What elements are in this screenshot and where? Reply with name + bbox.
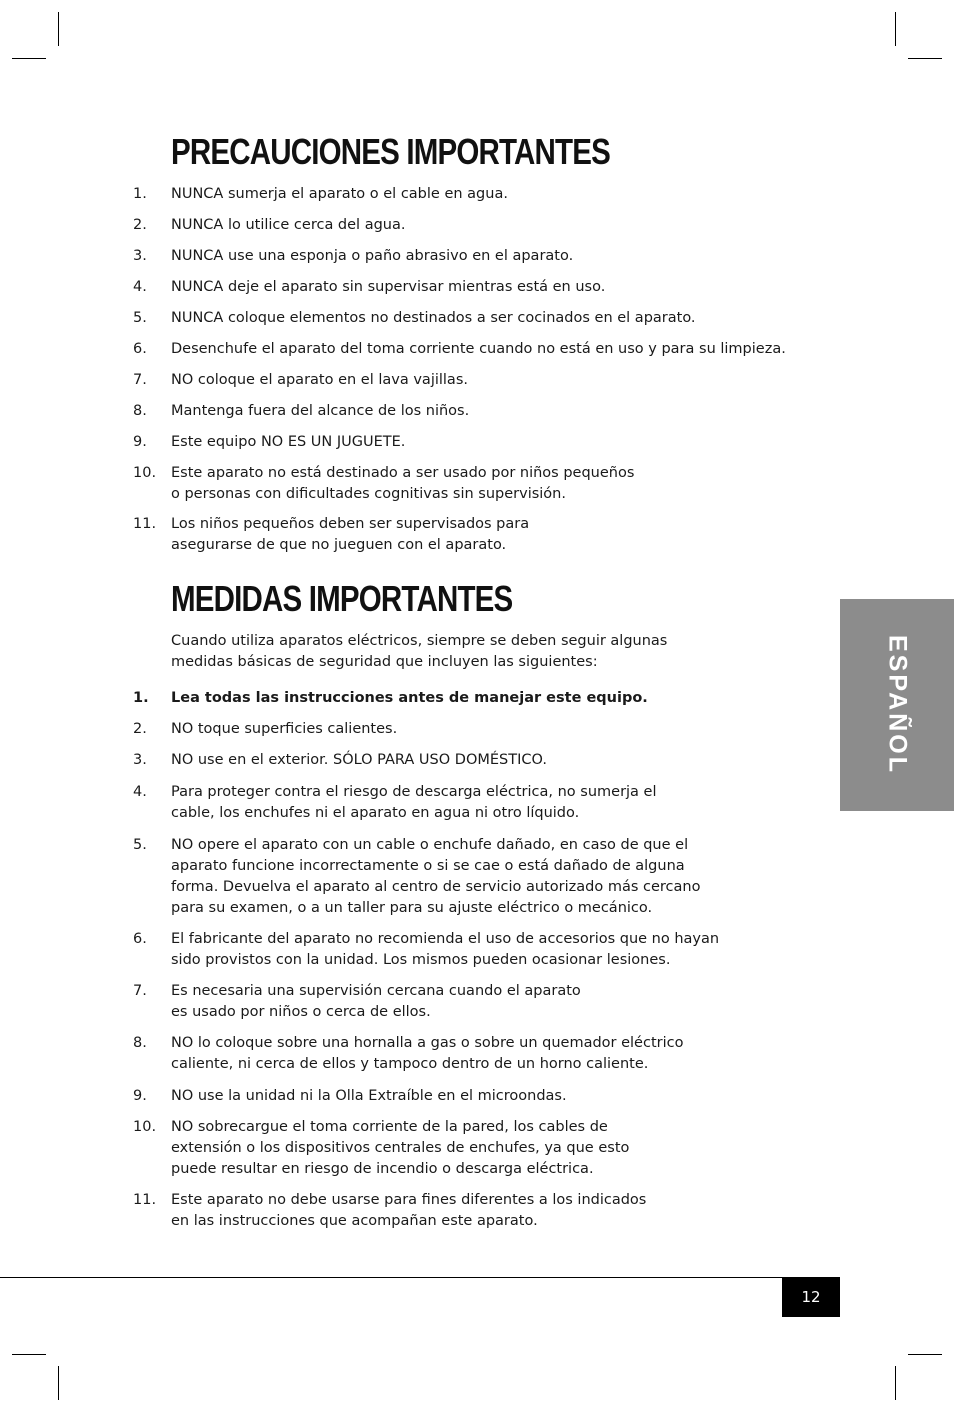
item-number: 11. <box>133 516 157 532</box>
crop-mark <box>12 58 46 59</box>
item-number: 7. <box>133 983 147 999</box>
item-number: 1. <box>133 186 147 202</box>
item-number: 4. <box>133 279 147 295</box>
medidas-intro: Cuando utiliza aparatos eléctricos, siempre se deben seguir algunas medidas básicas de seguridad que incluyen las siguientes: <box>171 633 668 670</box>
item-text: NUNCA coloque elementos no destinados a ser cocinados en el aparato. <box>171 310 696 326</box>
item-text: NUNCA sumerja el aparato o el cable en agua. <box>171 186 508 202</box>
item-number: 6. <box>133 931 147 947</box>
precauciones-title: PRECAUCIONES IMPORTANTES <box>171 131 611 172</box>
item-number: 1. <box>133 690 149 706</box>
item-number: 2. <box>133 217 147 233</box>
item-text: El fabricante del aparato no recomienda el uso de accesorios que no hayan sido provistos con la unidad. Los mismos pueden ocasionar lesiones. <box>171 931 720 968</box>
item-text: Lea todas las instrucciones antes de manejar este equipo. <box>171 690 648 706</box>
item-text: NUNCA use una esponja o paño abrasivo en el aparato. <box>171 248 574 264</box>
item-number: 11. <box>133 1192 157 1208</box>
item-text: Para proteger contra el riesgo de descarga eléctrica, no sumerja el cable, los enchufes ni el aparato en agua ni otro líquido. <box>171 784 657 821</box>
crop-mark <box>908 1354 942 1355</box>
item-text: NO use en el exterior. SÓLO PARA USO DOMÉSTICO. <box>171 752 547 768</box>
item-text: NO lo coloque sobre una hornalla a gas o sobre un quemador eléctrico caliente, ni cerca de ellos y tampoco dentro de un horno caliente. <box>171 1035 684 1072</box>
item-text: NO use la unidad ni la Olla Extraíble en el microondas. <box>171 1088 567 1104</box>
item-text: Los niños pequeños deben ser supervisados para asegurarse de que no jueguen con el aparato. <box>171 516 530 553</box>
item-number: 9. <box>133 434 147 450</box>
item-number: 9. <box>133 1088 147 1104</box>
item-number: 3. <box>133 752 147 768</box>
crop-mark <box>58 12 59 46</box>
crop-mark <box>895 1366 896 1400</box>
item-number: 10. <box>133 465 157 481</box>
item-text: Este aparato no debe usarse para fines diferentes a los indicados en las instrucciones que acompañan este aparato. <box>171 1192 647 1229</box>
item-text: NUNCA lo utilice cerca del agua. <box>171 217 406 233</box>
item-text: Este equipo NO ES UN JUGUETE. <box>171 434 406 450</box>
item-number: 8. <box>133 403 147 419</box>
footer-rule <box>0 1277 840 1278</box>
item-number: 2. <box>133 721 147 737</box>
item-number: 3. <box>133 248 147 264</box>
item-number: 7. <box>133 372 147 388</box>
crop-mark <box>895 12 896 46</box>
item-number: 4. <box>133 784 147 800</box>
item-text: NO coloque el aparato en el lava vajillas. <box>171 372 468 388</box>
item-text: Este aparato no está destinado a ser usado por niños pequeños o personas con dificultades cognitivas sin supervisión. <box>171 465 635 502</box>
language-tab-label: ESPAÑOL <box>883 635 912 775</box>
item-number: 5. <box>133 837 147 853</box>
language-tab <box>840 599 954 811</box>
item-text: NUNCA deje el aparato sin supervisar mientras está en uso. <box>171 279 606 295</box>
item-text: Mantenga fuera del alcance de los niños. <box>171 403 470 419</box>
page-number: 12 <box>782 1278 840 1317</box>
item-text: NO opere el aparato con un cable o enchufe dañado, en caso de que el aparato funcione incorrectamente o si se cae o está dañado de alguna forma. Devuelva el aparato al centro de servicio autorizado más cercano para su examen, o a un taller para su ajuste eléctrico o mecánico. <box>171 837 701 916</box>
item-number: 5. <box>133 310 147 326</box>
crop-mark <box>12 1354 46 1355</box>
item-number: 10. <box>133 1119 157 1135</box>
crop-mark <box>908 58 942 59</box>
item-number: 6. <box>133 341 147 357</box>
item-text: Es necesaria una supervisión cercana cuando el aparato es usado por niños o cerca de ellos. <box>171 983 581 1020</box>
medidas-title: MEDIDAS IMPORTANTES <box>171 578 513 619</box>
crop-mark <box>58 1366 59 1400</box>
item-text: NO toque superficies calientes. <box>171 721 398 737</box>
item-text: NO sobrecargue el toma corriente de la pared, los cables de extensión o los dispositivos centrales de enchufes, ya que esto puede resultar en riesgo de incendio o descarga eléctrica. <box>171 1119 630 1177</box>
item-text: Desenchufe el aparato del toma corriente cuando no está en uso y para su limpieza. <box>171 341 786 357</box>
item-number: 8. <box>133 1035 147 1051</box>
